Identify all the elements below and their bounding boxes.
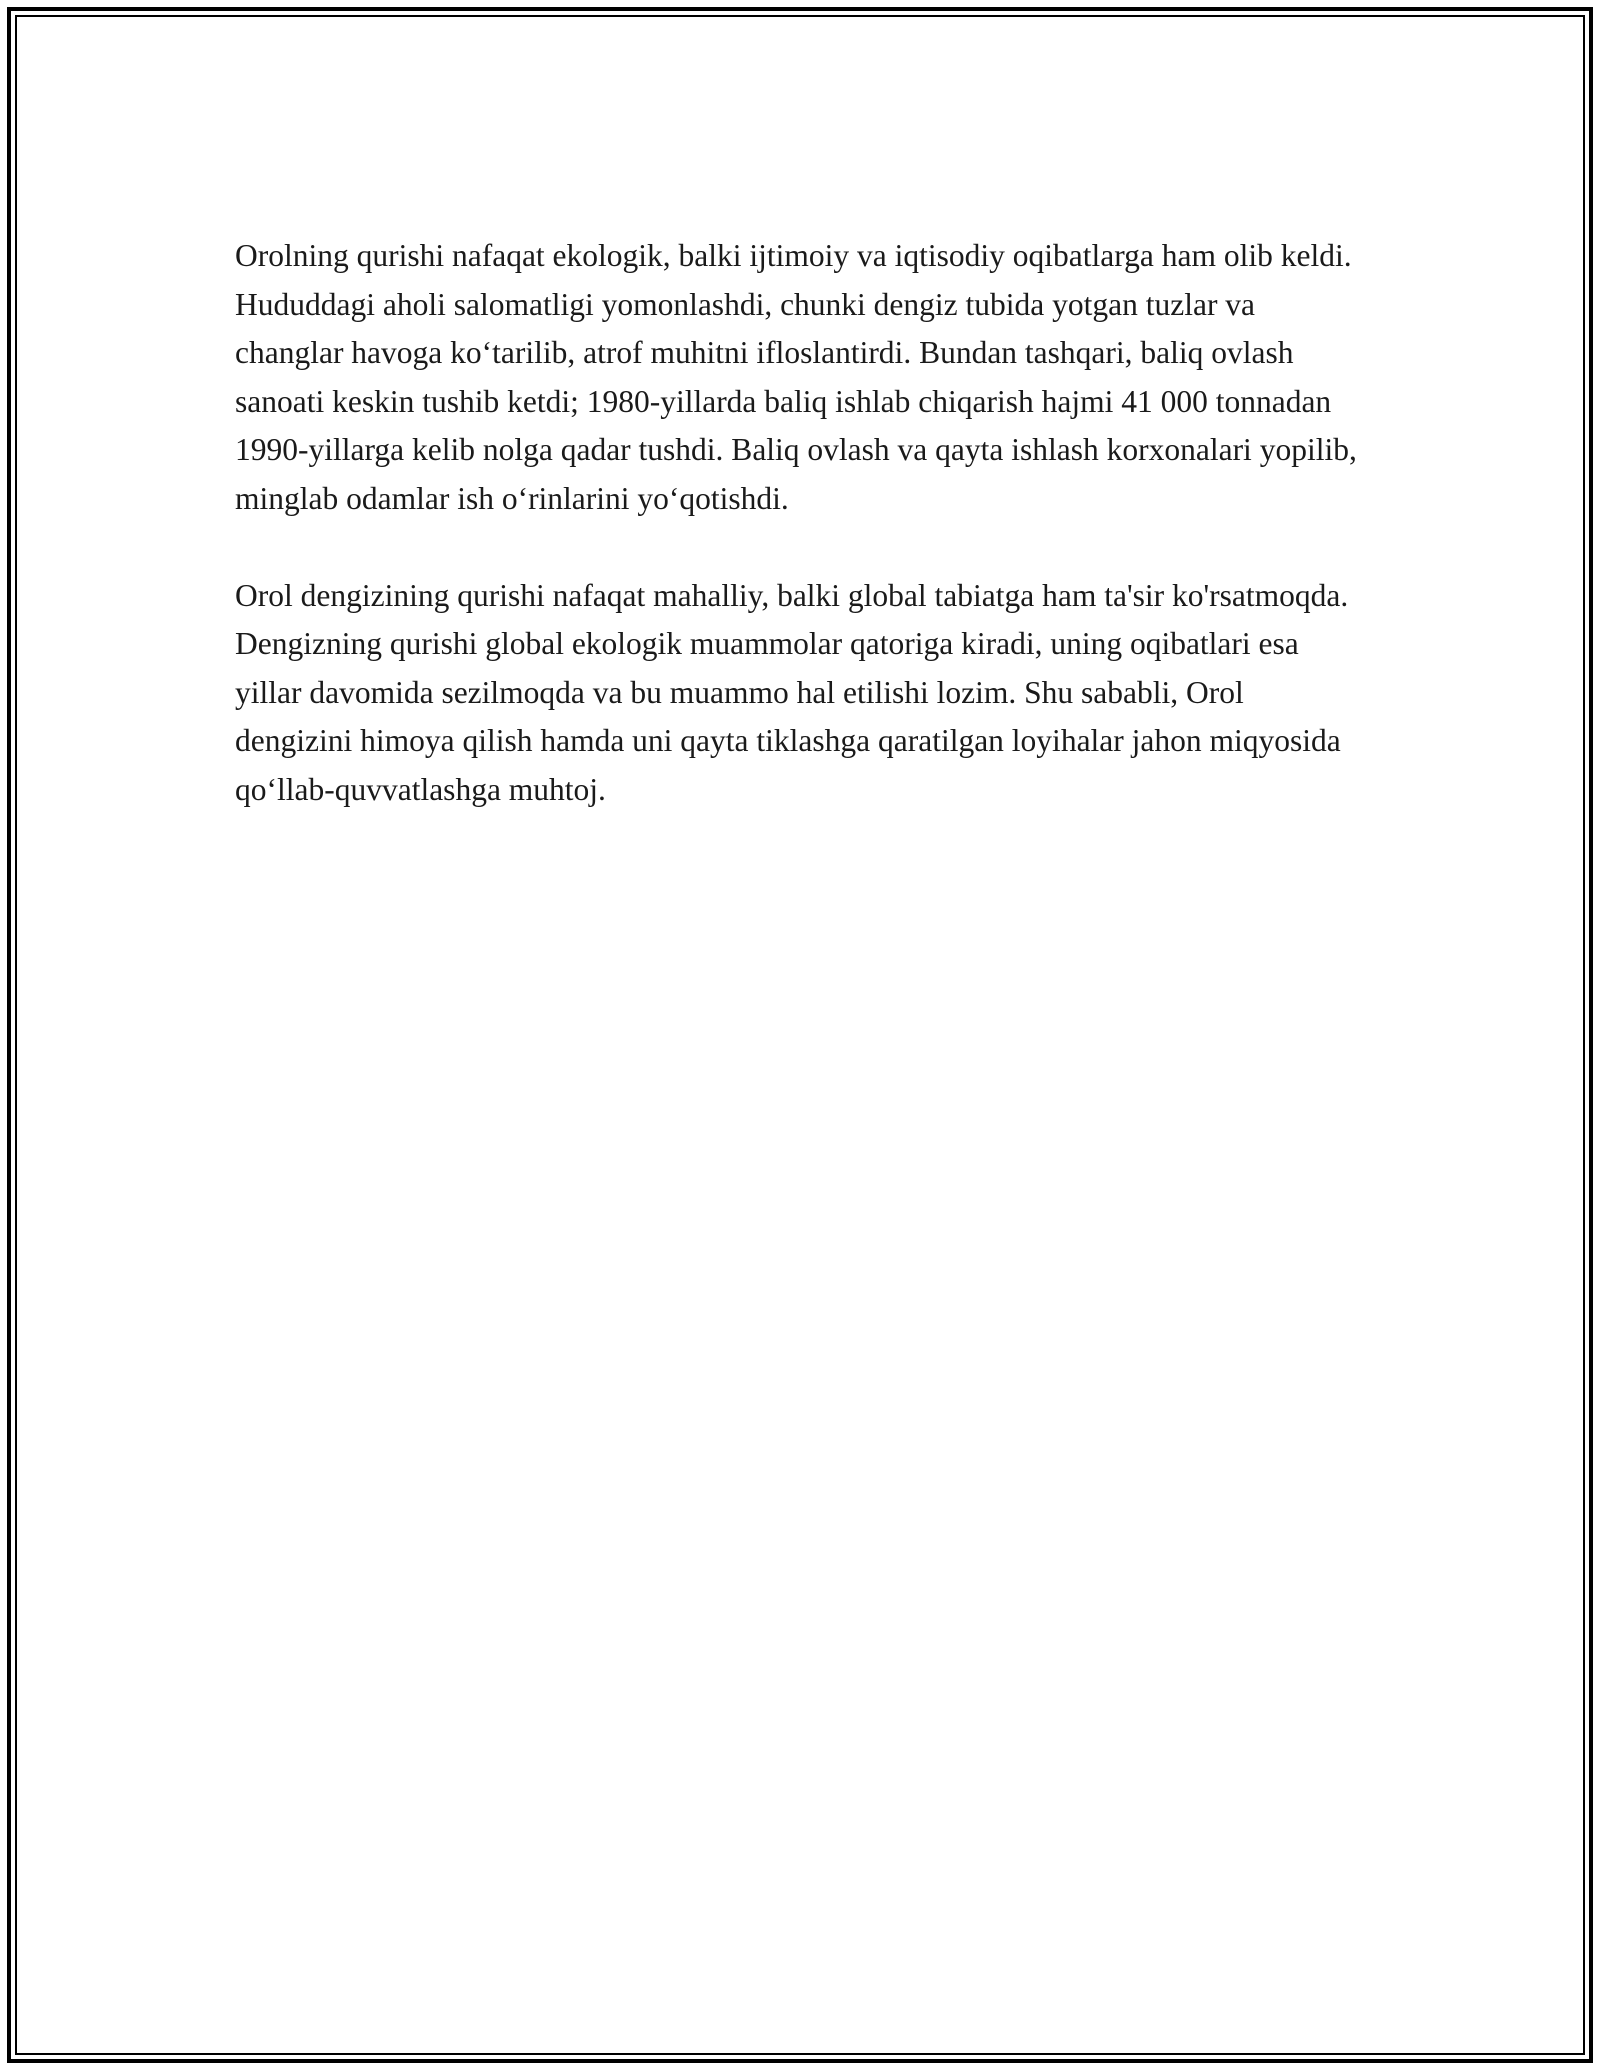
document-body: [235, 232, 1365, 863]
paragraph-1: Orolning qurishi nafaqat ekologik, balki ijtimoiy va iqtisodiy oqibatlarga ham olib keldi. Hududdagi aholi salomatligi yomonlashdi, chunki dengiz tubida yotgan tuzlar va changlar havoga ko‘tarilib, atrof muhitni ifloslantirdi. Bundan tashqari, baliq ovlash sanoati keskin tushib ketdi; 1980-yillarda baliq ishlab chiqarish hajmi 41 000 tonnadan 1990-yillarga kelib nolga qadar tushdi. Baliq ovlash va qayta ishlash korxonalari yopilib, minglab odamlar ish o‘rinlarini yo‘qotishdi.: [235, 238, 1357, 516]
paragraph-2: Orol dengizining qurishi nafaqat mahalliy, balki global tabiatga ham ta'sir ko'rsatmoqda. Dengizning qurishi global ekologik muammolar qatoriga kiradi, uning oqibatlari esa yillar davomida sezilmoqda va bu muammo hal etilishi lozim. Shu sababli, Orol dengizini himoya qilish hamda uni qayta tiklashga qaratilgan loyihalar jahon miqyosida qo‘llab-quvvatlashga muhtoj.: [235, 577, 1349, 807]
